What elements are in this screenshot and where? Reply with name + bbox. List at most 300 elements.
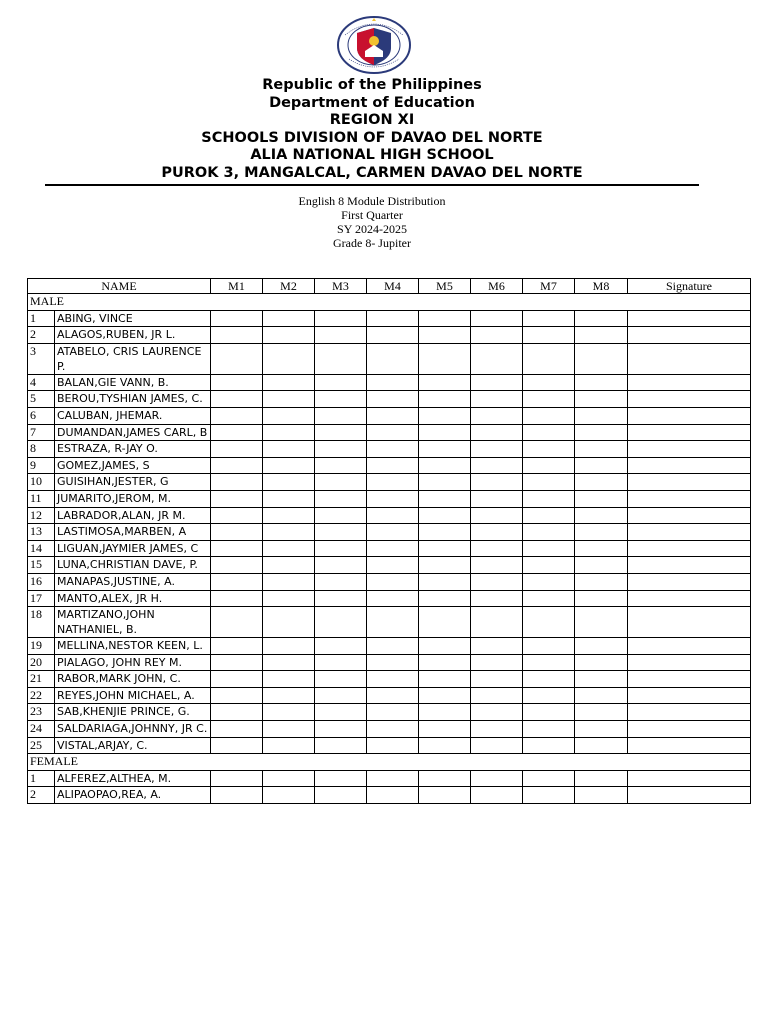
signature-cell[interactable] xyxy=(628,607,751,638)
module-5-cell[interactable] xyxy=(419,391,471,408)
module-7-cell[interactable] xyxy=(523,474,575,491)
module-4-cell[interactable] xyxy=(367,407,419,424)
module-2-cell[interactable] xyxy=(263,457,315,474)
module-8-cell[interactable] xyxy=(575,407,628,424)
module-2-cell[interactable] xyxy=(263,391,315,408)
module-4-cell[interactable] xyxy=(367,424,419,441)
module-7-cell[interactable] xyxy=(523,391,575,408)
module-5-cell[interactable] xyxy=(419,671,471,688)
module-2-cell[interactable] xyxy=(263,787,315,804)
module-2-cell[interactable] xyxy=(263,590,315,607)
module-5-cell[interactable] xyxy=(419,770,471,787)
student-name: SAB,KHENJIE PRINCE, G. xyxy=(55,704,211,721)
module-4-cell[interactable] xyxy=(367,343,419,374)
module-4-cell[interactable] xyxy=(367,524,419,541)
table-row xyxy=(28,327,751,344)
module-8-cell[interactable] xyxy=(575,638,628,655)
signature-cell[interactable] xyxy=(628,524,751,541)
module-8-cell[interactable] xyxy=(575,704,628,721)
module-7-cell[interactable] xyxy=(523,407,575,424)
module-6-cell[interactable] xyxy=(471,327,523,344)
module-6-cell[interactable] xyxy=(471,737,523,754)
document-subtitle xyxy=(0,194,744,250)
module-5-cell[interactable] xyxy=(419,573,471,590)
module-5-cell[interactable] xyxy=(419,374,471,391)
table-row xyxy=(28,524,751,541)
module-1-cell[interactable] xyxy=(211,671,263,688)
module-1-cell[interactable] xyxy=(211,457,263,474)
module-7-cell[interactable] xyxy=(523,573,575,590)
module-1-cell[interactable] xyxy=(211,654,263,671)
module-4-cell[interactable] xyxy=(367,737,419,754)
module-4-cell[interactable] xyxy=(367,310,419,327)
module-4-cell[interactable] xyxy=(367,721,419,738)
module-2-cell[interactable] xyxy=(263,441,315,458)
module-7-cell[interactable] xyxy=(523,327,575,344)
module-1-cell[interactable] xyxy=(211,607,263,638)
signature-cell[interactable] xyxy=(628,490,751,507)
module-5-cell[interactable] xyxy=(419,607,471,638)
signature-cell[interactable] xyxy=(628,407,751,424)
module-1-cell[interactable] xyxy=(211,638,263,655)
module-8-cell[interactable] xyxy=(575,490,628,507)
module-8-cell[interactable] xyxy=(575,787,628,804)
signature-cell[interactable] xyxy=(628,424,751,441)
module-6-cell[interactable] xyxy=(471,687,523,704)
module-2-cell[interactable] xyxy=(263,671,315,688)
module-4-cell[interactable] xyxy=(367,687,419,704)
module-6-cell[interactable] xyxy=(471,704,523,721)
module-1-cell[interactable] xyxy=(211,407,263,424)
module-3-cell[interactable] xyxy=(315,687,367,704)
module-5-cell[interactable] xyxy=(419,524,471,541)
module-6-cell[interactable] xyxy=(471,424,523,441)
module-7-cell[interactable] xyxy=(523,687,575,704)
module-1-cell[interactable] xyxy=(211,391,263,408)
module-5-cell[interactable] xyxy=(419,704,471,721)
column-header-name: NAME xyxy=(28,279,211,294)
student-name: ATABELO, CRIS LAURENCE P. xyxy=(55,343,211,374)
module-3-cell[interactable] xyxy=(315,787,367,804)
module-7-cell[interactable] xyxy=(523,721,575,738)
module-6-cell[interactable] xyxy=(471,540,523,557)
module-1-cell[interactable] xyxy=(211,524,263,541)
module-5-cell[interactable] xyxy=(419,327,471,344)
table-row xyxy=(28,770,751,787)
module-3-cell[interactable] xyxy=(315,654,367,671)
module-6-cell[interactable] xyxy=(471,457,523,474)
module-5-cell[interactable] xyxy=(419,310,471,327)
student-number: 1 xyxy=(28,770,55,787)
module-6-cell[interactable] xyxy=(471,770,523,787)
column-header-m2: M2 xyxy=(263,279,315,294)
module-1-cell[interactable] xyxy=(211,507,263,524)
signature-cell[interactable] xyxy=(628,557,751,574)
student-number: 25 xyxy=(28,737,55,754)
signature-cell[interactable] xyxy=(628,590,751,607)
module-4-cell[interactable] xyxy=(367,507,419,524)
module-1-cell[interactable] xyxy=(211,787,263,804)
module-3-cell[interactable] xyxy=(315,490,367,507)
module-7-cell[interactable] xyxy=(523,490,575,507)
module-8-cell[interactable] xyxy=(575,374,628,391)
table-row xyxy=(28,654,751,671)
module-5-cell[interactable] xyxy=(419,457,471,474)
module-6-cell[interactable] xyxy=(471,557,523,574)
module-5-cell[interactable] xyxy=(419,490,471,507)
module-7-cell[interactable] xyxy=(523,310,575,327)
module-8-cell[interactable] xyxy=(575,607,628,638)
signature-cell[interactable] xyxy=(628,457,751,474)
student-number: 19 xyxy=(28,638,55,655)
student-name: BEROU,TYSHIAN JAMES, C. xyxy=(55,391,211,408)
column-header-m1: M1 xyxy=(211,279,263,294)
signature-cell[interactable] xyxy=(628,737,751,754)
module-2-cell[interactable] xyxy=(263,490,315,507)
module-6-cell[interactable] xyxy=(471,590,523,607)
module-3-cell[interactable] xyxy=(315,557,367,574)
module-6-cell[interactable] xyxy=(471,391,523,408)
module-2-cell[interactable] xyxy=(263,737,315,754)
table-row xyxy=(28,737,751,754)
student-number: 18 xyxy=(28,607,55,638)
module-5-cell[interactable] xyxy=(419,787,471,804)
module-3-cell[interactable] xyxy=(315,310,367,327)
module-6-cell[interactable] xyxy=(471,654,523,671)
table-row xyxy=(28,638,751,655)
module-4-cell[interactable] xyxy=(367,787,419,804)
module-2-cell[interactable] xyxy=(263,704,315,721)
module-4-cell[interactable] xyxy=(367,391,419,408)
module-3-cell[interactable] xyxy=(315,327,367,344)
table-row xyxy=(28,490,751,507)
signature-cell[interactable] xyxy=(628,327,751,344)
module-3-cell[interactable] xyxy=(315,457,367,474)
module-1-cell[interactable] xyxy=(211,737,263,754)
module-3-cell[interactable] xyxy=(315,704,367,721)
module-8-cell[interactable] xyxy=(575,557,628,574)
module-2-cell[interactable] xyxy=(263,407,315,424)
module-3-cell[interactable] xyxy=(315,424,367,441)
module-8-cell[interactable] xyxy=(575,590,628,607)
module-4-cell[interactable] xyxy=(367,638,419,655)
module-8-cell[interactable] xyxy=(575,524,628,541)
table-row xyxy=(28,391,751,408)
module-3-cell[interactable] xyxy=(315,721,367,738)
module-3-cell[interactable] xyxy=(315,737,367,754)
module-5-cell[interactable] xyxy=(419,687,471,704)
module-3-cell[interactable] xyxy=(315,507,367,524)
student-number: 2 xyxy=(28,787,55,804)
signature-cell[interactable] xyxy=(628,374,751,391)
student-number: 11 xyxy=(28,490,55,507)
module-7-cell[interactable] xyxy=(523,343,575,374)
module-7-cell[interactable] xyxy=(523,607,575,638)
module-1-cell[interactable] xyxy=(211,327,263,344)
module-3-cell[interactable] xyxy=(315,524,367,541)
module-5-cell[interactable] xyxy=(419,590,471,607)
signature-cell[interactable] xyxy=(628,540,751,557)
module-7-cell[interactable] xyxy=(523,441,575,458)
module-2-cell[interactable] xyxy=(263,310,315,327)
module-3-cell[interactable] xyxy=(315,407,367,424)
student-name: GUISIHAN,JESTER, G xyxy=(55,474,211,491)
module-7-cell[interactable] xyxy=(523,457,575,474)
module-4-cell[interactable] xyxy=(367,441,419,458)
module-8-cell[interactable] xyxy=(575,441,628,458)
module-2-cell[interactable] xyxy=(263,573,315,590)
signature-cell[interactable] xyxy=(628,343,751,374)
column-header-m5: M5 xyxy=(419,279,471,294)
signature-cell[interactable] xyxy=(628,573,751,590)
subtitle-title: English 8 Module Distribution xyxy=(298,194,446,208)
module-8-cell[interactable] xyxy=(575,737,628,754)
table-row xyxy=(28,573,751,590)
module-6-cell[interactable] xyxy=(471,573,523,590)
signature-cell[interactable] xyxy=(628,638,751,655)
module-5-cell[interactable] xyxy=(419,441,471,458)
module-5-cell[interactable] xyxy=(419,721,471,738)
module-3-cell[interactable] xyxy=(315,671,367,688)
module-2-cell[interactable] xyxy=(263,327,315,344)
module-3-cell[interactable] xyxy=(315,540,367,557)
module-4-cell[interactable] xyxy=(367,327,419,344)
module-6-cell[interactable] xyxy=(471,441,523,458)
module-1-cell[interactable] xyxy=(211,490,263,507)
column-header-m4: M4 xyxy=(367,279,419,294)
module-8-cell[interactable] xyxy=(575,327,628,344)
student-name: DUMANDAN,JAMES CARL, B xyxy=(55,424,211,441)
module-8-cell[interactable] xyxy=(575,507,628,524)
table-row xyxy=(28,343,751,374)
module-4-cell[interactable] xyxy=(367,573,419,590)
module-6-cell[interactable] xyxy=(471,343,523,374)
module-8-cell[interactable] xyxy=(575,770,628,787)
module-6-cell[interactable] xyxy=(471,507,523,524)
module-2-cell[interactable] xyxy=(263,557,315,574)
module-8-cell[interactable] xyxy=(575,474,628,491)
module-1-cell[interactable] xyxy=(211,441,263,458)
module-8-cell[interactable] xyxy=(575,540,628,557)
student-name: ESTRAZA, R-JAY O. xyxy=(55,441,211,458)
module-7-cell[interactable] xyxy=(523,787,575,804)
module-5-cell[interactable] xyxy=(419,737,471,754)
module-8-cell[interactable] xyxy=(575,573,628,590)
module-8-cell[interactable] xyxy=(575,457,628,474)
module-8-cell[interactable] xyxy=(575,654,628,671)
module-3-cell[interactable] xyxy=(315,590,367,607)
module-3-cell[interactable] xyxy=(315,374,367,391)
deped-seal-logo xyxy=(335,15,413,75)
signature-cell[interactable] xyxy=(628,770,751,787)
student-number: 5 xyxy=(28,391,55,408)
module-1-cell[interactable] xyxy=(211,704,263,721)
module-8-cell[interactable] xyxy=(575,424,628,441)
module-2-cell[interactable] xyxy=(263,687,315,704)
module-3-cell[interactable] xyxy=(315,343,367,374)
module-3-cell[interactable] xyxy=(315,441,367,458)
student-number: 3 xyxy=(28,343,55,374)
table-row xyxy=(28,540,751,557)
module-8-cell[interactable] xyxy=(575,687,628,704)
signature-cell[interactable] xyxy=(628,687,751,704)
module-5-cell[interactable] xyxy=(419,407,471,424)
module-7-cell[interactable] xyxy=(523,770,575,787)
module-1-cell[interactable] xyxy=(211,687,263,704)
module-7-cell[interactable] xyxy=(523,671,575,688)
module-5-cell[interactable] xyxy=(419,654,471,671)
student-number: 7 xyxy=(28,424,55,441)
table-row xyxy=(28,407,751,424)
module-4-cell[interactable] xyxy=(367,490,419,507)
header-address: PUROK 3, MANGALCAL, CARMEN DAVAO DEL NORTE xyxy=(161,164,583,181)
header-divider xyxy=(45,184,699,186)
signature-cell[interactable] xyxy=(628,787,751,804)
signature-cell[interactable] xyxy=(628,721,751,738)
module-3-cell[interactable] xyxy=(315,770,367,787)
module-7-cell[interactable] xyxy=(523,374,575,391)
module-2-cell[interactable] xyxy=(263,474,315,491)
module-6-cell[interactable] xyxy=(471,310,523,327)
module-1-cell[interactable] xyxy=(211,770,263,787)
signature-cell[interactable] xyxy=(628,310,751,327)
module-6-cell[interactable] xyxy=(471,524,523,541)
module-2-cell[interactable] xyxy=(263,654,315,671)
module-1-cell[interactable] xyxy=(211,474,263,491)
module-2-cell[interactable] xyxy=(263,343,315,374)
module-4-cell[interactable] xyxy=(367,671,419,688)
student-name: MANAPAS,JUSTINE, A. xyxy=(55,573,211,590)
table-row xyxy=(28,424,751,441)
module-3-cell[interactable] xyxy=(315,474,367,491)
female-section-label: FEMALE xyxy=(28,754,751,771)
module-7-cell[interactable] xyxy=(523,557,575,574)
table-header-row xyxy=(28,279,751,294)
module-4-cell[interactable] xyxy=(367,457,419,474)
module-7-cell[interactable] xyxy=(523,524,575,541)
module-2-cell[interactable] xyxy=(263,507,315,524)
module-1-cell[interactable] xyxy=(211,424,263,441)
module-5-cell[interactable] xyxy=(419,638,471,655)
signature-cell[interactable] xyxy=(628,507,751,524)
module-6-cell[interactable] xyxy=(471,407,523,424)
table-row xyxy=(28,607,751,638)
module-1-cell[interactable] xyxy=(211,573,263,590)
module-7-cell[interactable] xyxy=(523,590,575,607)
module-1-cell[interactable] xyxy=(211,374,263,391)
module-7-cell[interactable] xyxy=(523,540,575,557)
column-header-signature: Signature xyxy=(628,279,751,294)
module-7-cell[interactable] xyxy=(523,424,575,441)
module-6-cell[interactable] xyxy=(471,721,523,738)
module-1-cell[interactable] xyxy=(211,343,263,374)
module-5-cell[interactable] xyxy=(419,424,471,441)
module-6-cell[interactable] xyxy=(471,607,523,638)
module-6-cell[interactable] xyxy=(471,671,523,688)
signature-cell[interactable] xyxy=(628,671,751,688)
module-3-cell[interactable] xyxy=(315,573,367,590)
student-number: 8 xyxy=(28,441,55,458)
module-7-cell[interactable] xyxy=(523,654,575,671)
module-2-cell[interactable] xyxy=(263,540,315,557)
signature-cell[interactable] xyxy=(628,704,751,721)
table-row xyxy=(28,671,751,688)
subtitle-quarter: First Quarter xyxy=(341,208,403,222)
table-row xyxy=(28,474,751,491)
module-5-cell[interactable] xyxy=(419,507,471,524)
module-4-cell[interactable] xyxy=(367,540,419,557)
module-7-cell[interactable] xyxy=(523,507,575,524)
student-name: REYES,JOHN MICHAEL, A. xyxy=(55,687,211,704)
module-1-cell[interactable] xyxy=(211,310,263,327)
module-1-cell[interactable] xyxy=(211,557,263,574)
student-name: MARTIZANO,JOHN NATHANIEL, B. xyxy=(55,607,211,638)
module-8-cell[interactable] xyxy=(575,391,628,408)
module-4-cell[interactable] xyxy=(367,557,419,574)
module-7-cell[interactable] xyxy=(523,704,575,721)
table-row xyxy=(28,457,751,474)
module-8-cell[interactable] xyxy=(575,671,628,688)
column-header-m7: M7 xyxy=(523,279,575,294)
module-2-cell[interactable] xyxy=(263,770,315,787)
module-6-cell[interactable] xyxy=(471,638,523,655)
module-2-cell[interactable] xyxy=(263,424,315,441)
module-3-cell[interactable] xyxy=(315,607,367,638)
module-4-cell[interactable] xyxy=(367,770,419,787)
module-8-cell[interactable] xyxy=(575,343,628,374)
student-number: 4 xyxy=(28,374,55,391)
module-2-cell[interactable] xyxy=(263,607,315,638)
module-6-cell[interactable] xyxy=(471,787,523,804)
module-5-cell[interactable] xyxy=(419,474,471,491)
module-1-cell[interactable] xyxy=(211,590,263,607)
signature-cell[interactable] xyxy=(628,441,751,458)
module-8-cell[interactable] xyxy=(575,721,628,738)
module-2-cell[interactable] xyxy=(263,374,315,391)
module-4-cell[interactable] xyxy=(367,590,419,607)
module-1-cell[interactable] xyxy=(211,540,263,557)
module-5-cell[interactable] xyxy=(419,343,471,374)
module-2-cell[interactable] xyxy=(263,524,315,541)
module-2-cell[interactable] xyxy=(263,721,315,738)
signature-cell[interactable] xyxy=(628,654,751,671)
module-2-cell[interactable] xyxy=(263,638,315,655)
module-6-cell[interactable] xyxy=(471,490,523,507)
header-republic: Republic of the Philippines xyxy=(262,77,482,93)
table-row xyxy=(28,310,751,327)
module-4-cell[interactable] xyxy=(367,607,419,638)
signature-cell[interactable] xyxy=(628,474,751,491)
signature-cell[interactable] xyxy=(628,391,751,408)
module-3-cell[interactable] xyxy=(315,391,367,408)
module-5-cell[interactable] xyxy=(419,557,471,574)
module-1-cell[interactable] xyxy=(211,721,263,738)
table-row xyxy=(28,590,751,607)
module-3-cell[interactable] xyxy=(315,638,367,655)
module-8-cell[interactable] xyxy=(575,310,628,327)
module-4-cell[interactable] xyxy=(367,474,419,491)
module-4-cell[interactable] xyxy=(367,704,419,721)
module-4-cell[interactable] xyxy=(367,374,419,391)
module-4-cell[interactable] xyxy=(367,654,419,671)
student-name: ABING, VINCE xyxy=(55,310,211,327)
module-7-cell[interactable] xyxy=(523,737,575,754)
student-number: 17 xyxy=(28,590,55,607)
module-6-cell[interactable] xyxy=(471,374,523,391)
module-7-cell[interactable] xyxy=(523,638,575,655)
module-5-cell[interactable] xyxy=(419,540,471,557)
module-6-cell[interactable] xyxy=(471,474,523,491)
